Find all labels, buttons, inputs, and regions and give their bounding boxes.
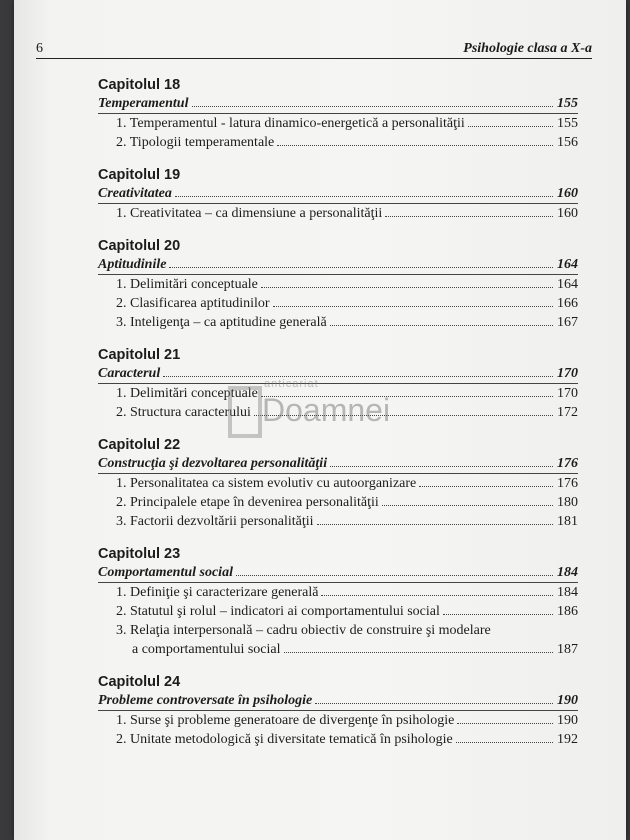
toc-entry — [98, 384, 578, 403]
chapter-heading: Capitolul 21 — [98, 347, 181, 363]
chapter-heading: Capitolul 24 — [98, 674, 181, 690]
page-ref: 184 — [557, 565, 578, 580]
chapter-block — [98, 436, 578, 531]
toc-entry — [98, 204, 578, 223]
entry-text: 2. Statutul şi rolul – indicatori ai comportamentului social — [116, 604, 440, 619]
entry-text: 1. Temperamentul - latura dinamico-energetică a personalităţii — [116, 116, 465, 131]
watermark-small-text: anticariat — [264, 378, 319, 390]
entry-text: 1. Surse şi probleme generatoare de divergenţe în psihologie — [116, 713, 455, 728]
chapter-heading: Capitolul 20 — [98, 238, 181, 254]
chapter-title-entry — [98, 184, 578, 204]
toc-entry — [98, 640, 578, 659]
dot-leader — [236, 575, 553, 576]
toc-entry — [98, 512, 578, 531]
entry-text: 1. Definiţie şi caracterizare generală — [116, 585, 319, 600]
dot-leader — [254, 415, 553, 416]
entry-text: Construcţia şi dezvoltarea personalităţii — [98, 456, 328, 471]
chapter-title-entry — [98, 255, 578, 275]
dot-leader — [382, 505, 553, 506]
entry-text: 3. Relaţia interpersonală – cadru obiectiv de construire şi modelare — [116, 623, 491, 638]
dot-leader — [443, 614, 553, 615]
page-ref: 172 — [557, 405, 578, 420]
chapter-heading: Capitolul 22 — [98, 437, 181, 453]
page-ref: 187 — [557, 642, 578, 657]
entry-text: a comportamentului social — [132, 642, 281, 657]
entry-text: 3. Factorii dezvoltării personalităţii — [116, 514, 314, 529]
dot-leader — [456, 742, 553, 743]
dot-leader — [277, 145, 553, 146]
entry-text: 2. Structura caracterului — [116, 405, 251, 420]
entry-text: 2. Unitate metodologică şi diversitate tematică în psihologie — [116, 732, 453, 747]
entry-text: 2. Clasificarea aptitudinilor — [116, 296, 270, 311]
page-ref: 186 — [557, 604, 578, 619]
page-ref: 167 — [557, 315, 578, 330]
chapter-heading: Capitolul 23 — [98, 546, 181, 562]
dot-leader — [175, 196, 553, 197]
entry-text: Comportamentul social — [98, 565, 233, 580]
dot-leader — [330, 325, 553, 326]
dot-leader — [261, 396, 553, 397]
page-ref: 176 — [557, 456, 578, 471]
page-number: 6 — [36, 41, 43, 56]
chapter-block — [98, 346, 578, 422]
chapter-heading: Capitolul 18 — [98, 77, 181, 93]
entry-text: Caracterul — [98, 366, 161, 381]
entry-text: 1. Creativitatea – ca dimensiune a personalităţii — [116, 206, 383, 221]
dot-leader — [317, 524, 554, 525]
dot-leader — [457, 723, 553, 724]
chapter-block — [98, 673, 578, 749]
running-title: Psihologie clasa a X-a — [463, 41, 592, 56]
entry-text: 1. Personalitatea ca sistem evolutiv cu autoorganizare — [116, 476, 417, 491]
entry-text: 2. Tipologii temperamentale — [116, 135, 275, 150]
entry-text: 1. Delimitări conceptuale — [116, 277, 258, 292]
toc-entry — [98, 133, 578, 152]
page-ref: 181 — [557, 514, 578, 529]
toc-entry — [98, 621, 578, 640]
entry-text: Probleme controversate în psihologie — [98, 693, 313, 708]
chapter-block — [98, 166, 578, 223]
watermark-big-text: Doamnei — [262, 392, 391, 428]
chapter-title-entry — [98, 454, 578, 474]
page-ref: 192 — [557, 732, 578, 747]
dot-leader — [468, 126, 553, 127]
chapter-block — [98, 76, 578, 152]
dot-leader — [315, 703, 553, 704]
toc-entry — [98, 403, 578, 422]
page-ref: 190 — [557, 713, 578, 728]
page-ref: 166 — [557, 296, 578, 311]
dot-leader — [192, 106, 554, 107]
page-ref: 155 — [557, 116, 578, 131]
toc-entry — [98, 275, 578, 294]
entry-text: 2. Principalele etape în devenirea personalităţii — [116, 495, 379, 510]
page-header — [36, 40, 592, 59]
entry-text: Aptitudinile — [98, 257, 167, 272]
dot-leader — [261, 287, 553, 288]
entry-text: 1. Delimitări conceptuale — [116, 386, 258, 401]
toc-entry — [98, 474, 578, 493]
chapter-block — [98, 545, 578, 659]
chapter-title-entry — [98, 364, 578, 384]
toc-entry — [98, 711, 578, 730]
dot-leader — [419, 486, 553, 487]
page-ref: 160 — [557, 206, 578, 221]
page-ref: 170 — [557, 366, 578, 381]
toc-entry — [98, 583, 578, 602]
dot-leader — [163, 376, 553, 377]
toc-entry — [98, 294, 578, 313]
page-ref: 180 — [557, 495, 578, 510]
dot-leader — [284, 652, 553, 653]
book-page — [14, 0, 626, 840]
toc-entry — [98, 493, 578, 512]
chapter-title-entry — [98, 94, 578, 114]
table-of-contents — [98, 76, 578, 763]
page-ref: 156 — [557, 135, 578, 150]
entry-text: Creativitatea — [98, 186, 172, 201]
toc-entry — [98, 313, 578, 332]
chapter-block — [98, 237, 578, 332]
entry-text: Temperamentul — [98, 96, 189, 111]
chapter-title-entry — [98, 563, 578, 583]
page-ref: 164 — [557, 277, 578, 292]
page-ref: 170 — [557, 386, 578, 401]
dot-leader — [169, 267, 553, 268]
dot-leader — [321, 595, 553, 596]
dot-leader — [330, 466, 553, 467]
page-ref: 184 — [557, 585, 578, 600]
toc-entry — [98, 602, 578, 621]
page-ref: 160 — [557, 186, 578, 201]
dot-leader — [385, 216, 553, 217]
toc-entry — [98, 114, 578, 133]
page-ref: 164 — [557, 257, 578, 272]
page-ref: 190 — [557, 693, 578, 708]
chapter-heading: Capitolul 19 — [98, 167, 181, 183]
page-ref: 155 — [557, 96, 578, 111]
page-ref: 176 — [557, 476, 578, 491]
dot-leader — [273, 306, 553, 307]
chapter-title-entry — [98, 691, 578, 711]
toc-entry — [98, 730, 578, 749]
entry-text: 3. Inteligenţa – ca aptitudine generală — [116, 315, 327, 330]
